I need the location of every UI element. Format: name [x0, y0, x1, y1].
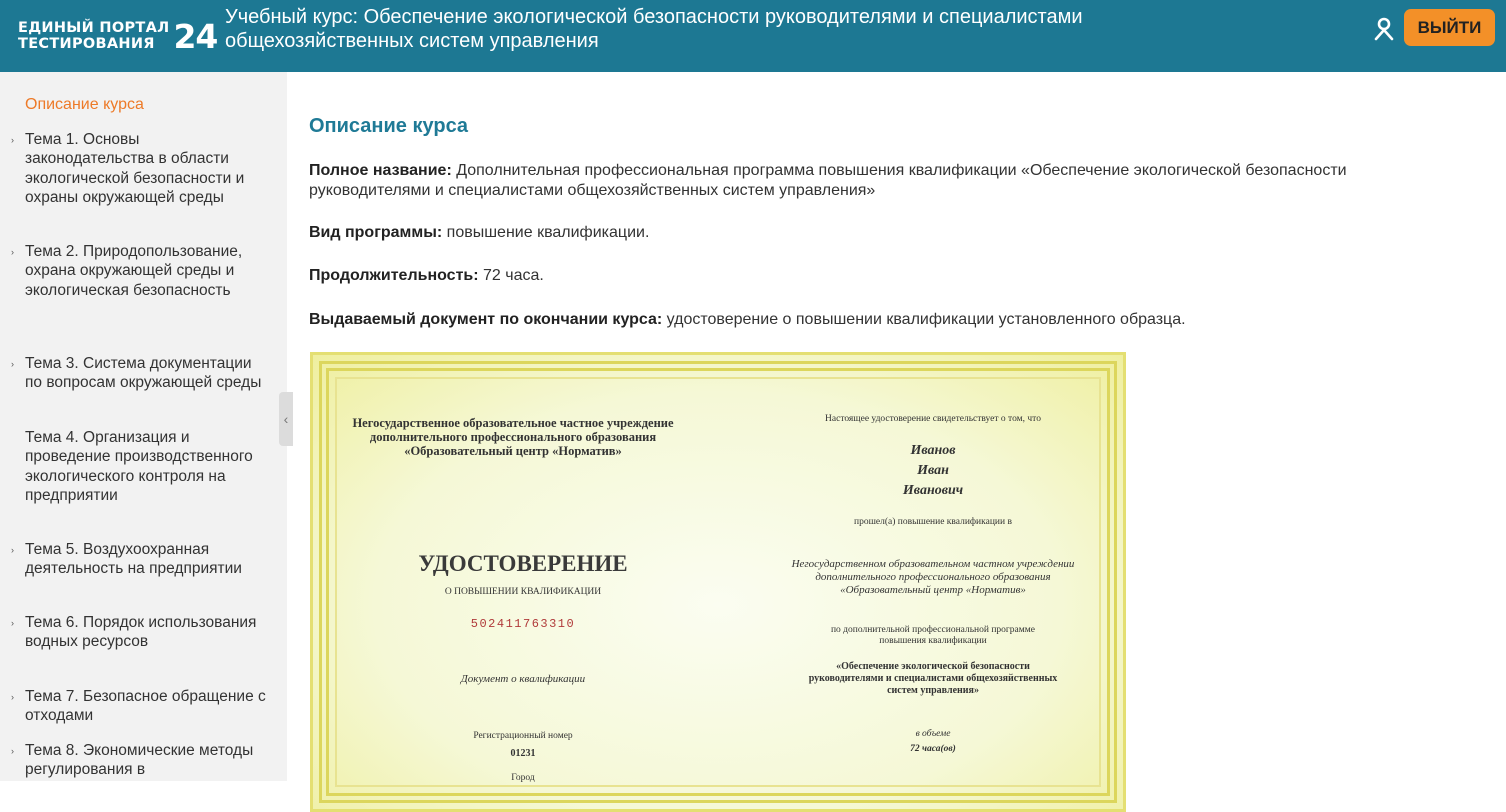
sidebar-item-topic-7[interactable] [11, 687, 270, 726]
chevron-right-icon: › [11, 135, 14, 145]
certificate-right-org-line: «Образовательный центр «Норматив» [840, 584, 1026, 596]
certificate-subtitle: О ПОВЫШЕНИИ КВАЛИФИКАЦИИ [444, 587, 602, 597]
certificate-name: Иван [917, 463, 949, 478]
logo-number: 24 [173, 16, 218, 56]
duration-value: 72 часа. [478, 267, 544, 284]
certificate-holder-name [743, 441, 1123, 501]
program-type-value: повышение квалификации. [442, 224, 650, 241]
certificate-org-line: Негосударственное образовательное частное учреждение [352, 416, 674, 430]
full-name-paragraph [309, 161, 1449, 200]
certificate-reg-number: 01231 [510, 748, 536, 759]
certificate-org-line: дополнительного профессионального образования [369, 430, 657, 444]
certificate-right-org-line: Негосударственном образовательном частном учреждении [791, 558, 1075, 570]
sidebar-item-label: Тема 2. Природопользование, охрана окружающей среды и экологическая безопасность [25, 243, 243, 299]
certificate-sample-image [310, 352, 1126, 812]
document-paragraph [309, 310, 1449, 330]
chevron-right-icon: › [11, 692, 14, 702]
sidebar-item-label: Тема 5. Воздухоохранная деятельность на предприятии [25, 541, 242, 578]
document-value: удостоверение о повышении квалификации установленного образца. [662, 311, 1186, 328]
sidebar-item-topic-4[interactable] [25, 428, 270, 506]
certificate-surname: Иванов [910, 443, 956, 458]
course-title: Учебный курс: Обеспечение экологической безопасности руководителями и специалистами общехозяйственных систем управления [225, 6, 1083, 52]
certificate-program-type [743, 625, 1123, 647]
duration-paragraph [309, 266, 1449, 286]
chevron-right-icon: › [11, 746, 14, 756]
certificate-program-line: повышения квалификации [879, 636, 987, 646]
sidebar-item-label: Тема 6. Порядок использования водных ресурсов [25, 614, 257, 651]
certificate-city-label: Город [511, 773, 535, 783]
logo-text [18, 20, 169, 52]
program-type-label: Вид программы: [309, 224, 443, 241]
section-title: Описание курса [309, 115, 469, 137]
sidebar-item-topic-3[interactable] [11, 354, 270, 393]
sidebar-item-label: Тема 8. Экономические методы регулирования в [25, 742, 254, 779]
certificate-right-org-line: дополнительного профессионального образования [815, 571, 1051, 583]
sidebar-item-topic-6[interactable] [11, 613, 270, 652]
program-type-paragraph [309, 223, 1449, 243]
sidebar-item-topic-8[interactable] [11, 741, 270, 780]
certificate-org [343, 416, 683, 458]
sidebar-collapse-button[interactable] [279, 392, 293, 446]
certificate-program-name [723, 661, 1143, 697]
duration-label: Продолжительность: [309, 267, 479, 284]
certificate-program-line: по дополнительной профессиональной программе [830, 625, 1036, 635]
certificate-org-line: «Образовательный центр «Норматив» [404, 444, 622, 458]
sidebar-item-topic-2[interactable] [11, 242, 270, 300]
sidebar-item-label: Тема 1. Основы законодательства в области экологической безопасности и охраны окружающей среды [25, 131, 245, 207]
certificate-patronymic: Иванович [902, 483, 964, 498]
portal-logo[interactable] [18, 11, 217, 61]
certificate-doc-label: Документ о квалификации [460, 673, 586, 685]
certificate-serial: 502411763310 [470, 617, 576, 631]
sidebar-item-topic-1[interactable] [11, 130, 270, 208]
certificate-program-name-line: систем управления» [887, 685, 979, 696]
full-name-label: Полное название: [309, 162, 452, 179]
chevron-right-icon: › [11, 545, 14, 555]
chevron-right-icon: › [11, 359, 14, 369]
certificate-program-name-line: «Обеспечение экологической безопасности [836, 661, 1030, 672]
certificate-title: УДОСТОВЕРЕНИЕ [418, 551, 628, 576]
user-icon[interactable] [1371, 16, 1397, 42]
chevron-left-icon: ‹ [283, 411, 289, 427]
certificate-volume-label: в объеме [915, 729, 951, 739]
certificate-certifies: Настоящее удостоверение свидетельствует о том, что [825, 414, 1041, 424]
certificate-right-org [723, 558, 1143, 597]
sidebar-item-topic-5[interactable] [11, 540, 270, 579]
logo-line-2: ТЕСТИРОВАНИЯ [18, 36, 155, 52]
logo-line-1: ЕДИНЫЙ ПОРТАЛ [18, 20, 170, 36]
sidebar-item-label: Тема 3. Система документации по вопросам окружающей среды [25, 355, 262, 392]
course-sidebar [0, 72, 287, 781]
top-header [0, 0, 1506, 72]
certificate-reg-label: Регистрационный номер [473, 731, 573, 741]
sidebar-item-label: Тема 7. Безопасное обращение с отходами [25, 688, 266, 725]
sidebar-item-label: Тема 4. Организация и проведение производственного экологического контроля на предприятии [25, 429, 253, 505]
full-name-value: Дополнительная профессиональная программа повышения квалификации «Обеспечение экологической безопасности руководителями и специалистами общехозяйственных систем управления» [309, 162, 1347, 199]
chevron-right-icon: › [11, 618, 14, 628]
certificate-volume-value: 72 часа(ов) [910, 744, 956, 754]
chevron-right-icon: › [11, 247, 14, 257]
document-label: Выдаваемый документ по окончании курса: [309, 311, 663, 328]
logout-button[interactable]: ВЫЙТИ [1404, 9, 1495, 46]
certificate-passed: прошел(а) повышение квалификации в [854, 517, 1012, 527]
sidebar-item-description[interactable]: Описание курса [25, 96, 144, 113]
certificate-program-name-line: руководителями и специалистами общехозяйственных [808, 673, 1058, 684]
